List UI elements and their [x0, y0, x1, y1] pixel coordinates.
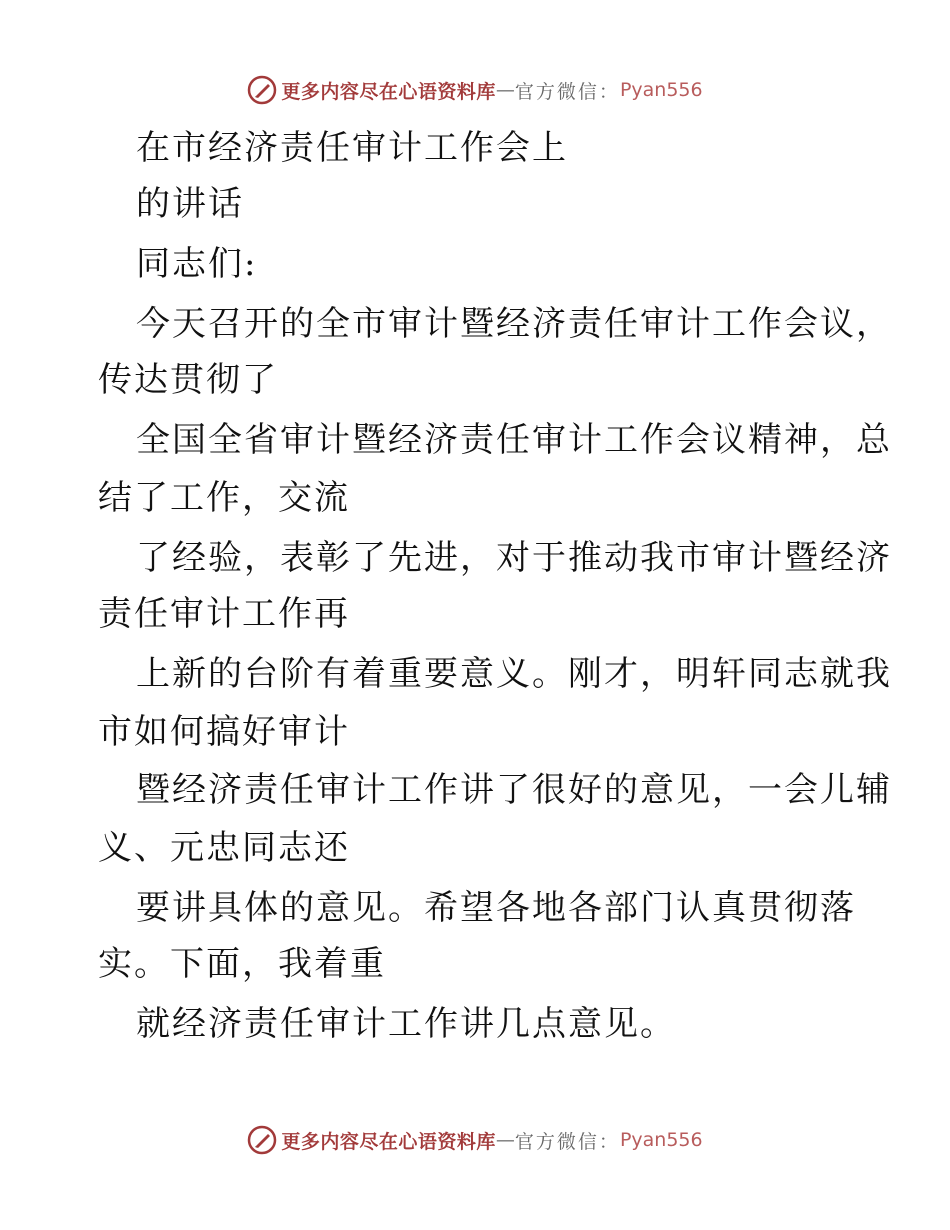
paragraph-line: 就经济责任审计工作讲几点意见。	[136, 1004, 676, 1044]
quill-pen-logo-icon	[247, 1125, 277, 1155]
wechat-label: 官方微信：	[514, 80, 620, 103]
promo-text: 更多内容尽在心语资料库	[281, 1130, 496, 1153]
paragraph-line: 责任审计工作再	[98, 594, 350, 634]
paragraph-line: 上新的台阶有着重要意义。刚才，明轩同志就我	[136, 654, 892, 694]
paragraph-line: 结了工作，交流	[98, 478, 350, 518]
wechat-id: Pyan556	[619, 79, 703, 101]
paragraph-line: 要讲具体的意见。希望各地各部门认真贯彻落	[136, 888, 856, 928]
promo-text: 更多内容尽在心语资料库	[281, 80, 496, 103]
salutation: 同志们:	[136, 244, 258, 284]
quill-pen-logo-icon	[247, 75, 277, 105]
footer-banner	[0, 1120, 950, 1160]
paragraph-line: 市如何搞好审计	[98, 712, 350, 752]
paragraph-line: 全国全省审计暨经济责任审计工作会议精神，总	[136, 420, 892, 460]
paragraph-line: 了经验，表彰了先进，对于推动我市审计暨经济	[136, 538, 892, 578]
paragraph-line: 义、元忠同志还	[98, 828, 350, 868]
header-banner	[0, 70, 950, 110]
title-line-2: 的讲话	[136, 184, 244, 224]
paragraph-line: 暨经济责任审计工作讲了很好的意见，一会儿辅	[136, 770, 892, 810]
wechat-label: 官方微信：	[514, 1130, 620, 1153]
separator: —	[495, 1129, 515, 1151]
paragraph-line: 传达贯彻了	[98, 360, 278, 400]
paragraph-line: 今天召开的全市审计暨经济责任审计工作会议，	[136, 304, 892, 344]
wechat-id: Pyan556	[619, 1129, 703, 1151]
paragraph-line: 实。下面，我着重	[98, 944, 386, 984]
separator: —	[495, 79, 515, 101]
title-line-1: 在市经济责任审计工作会上	[136, 128, 568, 168]
